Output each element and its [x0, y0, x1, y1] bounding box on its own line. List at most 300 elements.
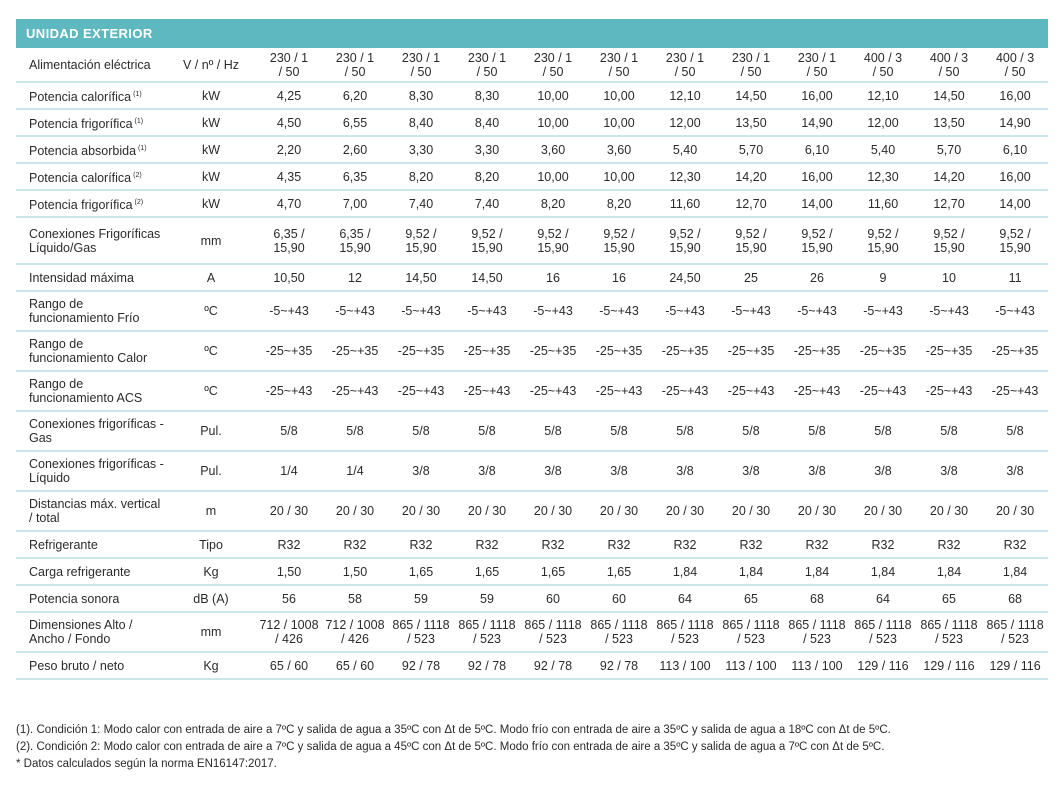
table-cell: 10,00 [520, 109, 586, 136]
table-cell: 400 / 3 / 50 [916, 48, 982, 82]
table-row [16, 48, 1048, 82]
table-cell: 8,20 [388, 163, 454, 190]
row-label [16, 612, 166, 652]
table-cell: R32 [388, 531, 454, 558]
row-unit: kW [166, 136, 256, 163]
table-cell: 5,70 [718, 136, 784, 163]
row-label-text: Potencia calorífica [29, 170, 132, 185]
table-cell: 1,65 [520, 558, 586, 585]
row-label [16, 491, 166, 531]
table-cell: 230 / 1 / 50 [322, 48, 388, 82]
table-row [16, 411, 1048, 451]
row-label-text: Potencia sonora [29, 591, 120, 606]
table-row [16, 558, 1048, 585]
table-cell: 20 / 30 [322, 491, 388, 531]
row-unit: m [166, 491, 256, 531]
row-label-text: Alimentación eléctrica [29, 57, 151, 72]
table-cell: 3,60 [520, 136, 586, 163]
table-cell: 20 / 30 [784, 491, 850, 531]
table-cell: 230 / 1 / 50 [454, 48, 520, 82]
table-cell: 6,35 / 15,90 [256, 217, 322, 264]
table-cell: 1,65 [454, 558, 520, 585]
table-cell: 1,84 [652, 558, 718, 585]
table-cell: 3/8 [982, 451, 1048, 491]
row-label [16, 190, 166, 217]
table-row [16, 451, 1048, 491]
table-cell: 14,00 [982, 190, 1048, 217]
row-label [16, 109, 166, 136]
table-row [16, 585, 1048, 612]
table-cell: 5/8 [916, 411, 982, 451]
row-label [16, 331, 166, 371]
table-row [16, 531, 1048, 558]
table-cell: 20 / 30 [256, 491, 322, 531]
table-cell: R32 [322, 531, 388, 558]
table-cell: 14,00 [784, 190, 850, 217]
row-label [16, 411, 166, 451]
row-label-text: Refrigerante [29, 537, 98, 552]
table-cell: 9 [850, 264, 916, 291]
table-cell: 4,70 [256, 190, 322, 217]
table-cell: 712 / 1008 / 426 [322, 612, 388, 652]
row-unit: kW [166, 109, 256, 136]
table-body [16, 48, 1048, 679]
row-unit: V / nº / Hz [166, 48, 256, 82]
table-cell: 1,65 [388, 558, 454, 585]
table-cell: 9,52 / 15,90 [454, 217, 520, 264]
table-row [16, 371, 1048, 411]
row-label [16, 451, 166, 491]
table-cell: -25~+43 [718, 371, 784, 411]
row-label-text: Potencia calorífica [29, 89, 132, 104]
table-cell: -25~+43 [652, 371, 718, 411]
row-label [16, 652, 166, 679]
table-cell: 230 / 1 / 50 [718, 48, 784, 82]
table-cell: 230 / 1 / 50 [652, 48, 718, 82]
row-label [16, 163, 166, 190]
row-label [16, 82, 166, 109]
table-cell: -25~+35 [322, 331, 388, 371]
table-cell: 64 [850, 585, 916, 612]
table-cell: 9,52 / 15,90 [652, 217, 718, 264]
table-cell: 12,30 [850, 163, 916, 190]
table-cell: 20 / 30 [586, 491, 652, 531]
table-cell: 7,40 [388, 190, 454, 217]
table-cell: 12,00 [850, 109, 916, 136]
table-cell: -25~+35 [586, 331, 652, 371]
table-cell: 1/4 [322, 451, 388, 491]
table-cell: 24,50 [652, 264, 718, 291]
table-cell: 10 [916, 264, 982, 291]
table-cell: -5~+43 [322, 291, 388, 331]
table-cell: 10,50 [256, 264, 322, 291]
table-cell: 5/8 [586, 411, 652, 451]
table-cell: 4,35 [256, 163, 322, 190]
table-header-row [16, 19, 1048, 48]
table-cell: 6,35 / 15,90 [322, 217, 388, 264]
table-cell: 68 [982, 585, 1048, 612]
row-unit: Pul. [166, 411, 256, 451]
table-cell: 865 / 1118 / 523 [718, 612, 784, 652]
table-cell: 58 [322, 585, 388, 612]
table-cell: 14,20 [718, 163, 784, 190]
row-unit: mm [166, 217, 256, 264]
row-label [16, 371, 166, 411]
table-cell: 1,50 [322, 558, 388, 585]
row-label-text: Peso bruto / neto [29, 658, 125, 673]
table-cell: R32 [850, 531, 916, 558]
table-cell: 65 / 60 [322, 652, 388, 679]
table-cell: 56 [256, 585, 322, 612]
table-cell: 865 / 1118 / 523 [586, 612, 652, 652]
table-cell: 20 / 30 [454, 491, 520, 531]
table-cell: 129 / 116 [916, 652, 982, 679]
table-cell: 9,52 / 15,90 [718, 217, 784, 264]
table-cell: 92 / 78 [454, 652, 520, 679]
table-cell: R32 [520, 531, 586, 558]
table-cell: 113 / 100 [784, 652, 850, 679]
table-cell: -5~+43 [520, 291, 586, 331]
table-cell: 16,00 [784, 82, 850, 109]
table-cell: 8,20 [454, 163, 520, 190]
table-cell: -25~+35 [388, 331, 454, 371]
table-cell: -5~+43 [454, 291, 520, 331]
table-cell: 3,30 [388, 136, 454, 163]
table-cell: -25~+43 [520, 371, 586, 411]
table-cell: 5/8 [388, 411, 454, 451]
table-cell: 5/8 [718, 411, 784, 451]
table-row [16, 163, 1048, 190]
row-label [16, 585, 166, 612]
row-unit: mm [166, 612, 256, 652]
row-label [16, 291, 166, 331]
table-cell: 1,84 [916, 558, 982, 585]
row-label-text: Conexiones Frigoríficas Líquido/Gas [29, 226, 161, 255]
row-label-text: Conexiones frigoríficas - Gas [29, 417, 164, 445]
table-cell: R32 [982, 531, 1048, 558]
table-cell: -25~+43 [454, 371, 520, 411]
table-cell: 230 / 1 / 50 [256, 48, 322, 82]
table-cell: 9,52 / 15,90 [850, 217, 916, 264]
table-cell: 230 / 1 / 50 [586, 48, 652, 82]
table-cell: 14,50 [454, 264, 520, 291]
row-label-text: Carga refrigerante [29, 564, 131, 579]
table-cell: 5/8 [850, 411, 916, 451]
footnote-marker: (2) [133, 171, 142, 179]
table-row [16, 82, 1048, 109]
footnote-2: (2). Condición 2: Modo calor con entrada de aire a 7ºC y salida de agua a 45ºC con Δt de 5ºC. Modo frío con entrada de aire a 35ºC y salida de agua a 7ºC con Δt de 5ºC. [16, 741, 885, 753]
table-cell: 20 / 30 [916, 491, 982, 531]
table-cell: 8,20 [520, 190, 586, 217]
table-row [16, 217, 1048, 264]
table-cell: 13,50 [718, 109, 784, 136]
table-cell: 65 / 60 [256, 652, 322, 679]
table-cell: 3/8 [388, 451, 454, 491]
table-cell: 865 / 1118 / 523 [784, 612, 850, 652]
row-label [16, 136, 166, 163]
table-cell: 6,55 [322, 109, 388, 136]
table-cell: 9,52 / 15,90 [388, 217, 454, 264]
table-cell: -25~+35 [256, 331, 322, 371]
table-cell: 60 [520, 585, 586, 612]
row-unit: Pul. [166, 451, 256, 491]
table-cell: 1,84 [718, 558, 784, 585]
table-cell: 59 [454, 585, 520, 612]
table-cell: 12,10 [850, 82, 916, 109]
table-cell: 59 [388, 585, 454, 612]
table-cell: 16 [586, 264, 652, 291]
table-cell: 26 [784, 264, 850, 291]
table-cell: 16,00 [982, 82, 1048, 109]
row-label-text: Conexiones frigoríficas - Líquido [29, 457, 164, 485]
table-cell: -25~+43 [850, 371, 916, 411]
row-unit: kW [166, 190, 256, 217]
table-cell: 5/8 [784, 411, 850, 451]
table-cell: -25~+43 [322, 371, 388, 411]
table-cell: 3/8 [718, 451, 784, 491]
table-cell: 1,84 [784, 558, 850, 585]
table-cell: 9,52 / 15,90 [520, 217, 586, 264]
row-label [16, 264, 166, 291]
table-cell: -25~+43 [982, 371, 1048, 411]
row-unit: kW [166, 163, 256, 190]
footnote-marker: (1) [134, 117, 144, 125]
table-cell: 400 / 3 / 50 [982, 48, 1048, 82]
table-cell: 6,20 [322, 82, 388, 109]
table-cell: 65 [718, 585, 784, 612]
table-cell: 20 / 30 [652, 491, 718, 531]
footnote-3: * Datos calculados según la norma EN16147:2017. [16, 758, 277, 770]
row-label-text: Potencia frigorífica [29, 197, 133, 212]
table-cell: 92 / 78 [586, 652, 652, 679]
table-cell: 16 [520, 264, 586, 291]
table-cell: 6,35 [322, 163, 388, 190]
table-cell: -5~+43 [784, 291, 850, 331]
table-cell: 8,40 [388, 109, 454, 136]
table-cell: R32 [256, 531, 322, 558]
table-cell: 25 [718, 264, 784, 291]
table-cell: 20 / 30 [982, 491, 1048, 531]
row-unit: kW [166, 82, 256, 109]
table-cell: 16,00 [982, 163, 1048, 190]
table-cell: 11 [982, 264, 1048, 291]
table-cell: 20 / 30 [388, 491, 454, 531]
row-label-text: Rango de funcionamiento Frío [29, 297, 140, 325]
table-cell: -5~+43 [652, 291, 718, 331]
table-cell: 12,10 [652, 82, 718, 109]
table-cell: 11,60 [850, 190, 916, 217]
table-cell: 12,00 [652, 109, 718, 136]
table-cell: -25~+35 [850, 331, 916, 371]
table-cell: 1,84 [850, 558, 916, 585]
table-cell: -5~+43 [718, 291, 784, 331]
table-cell: 865 / 1118 / 523 [850, 612, 916, 652]
table-cell: 13,50 [916, 109, 982, 136]
table-cell: -25~+43 [586, 371, 652, 411]
table-cell: 14,20 [916, 163, 982, 190]
table-cell: -5~+43 [982, 291, 1048, 331]
table-cell: 5/8 [256, 411, 322, 451]
table-cell: 9,52 / 15,90 [982, 217, 1048, 264]
table-cell: -5~+43 [916, 291, 982, 331]
table-cell: 230 / 1 / 50 [784, 48, 850, 82]
table-cell: 14,50 [388, 264, 454, 291]
table-cell: 3/8 [652, 451, 718, 491]
table-cell: 16,00 [784, 163, 850, 190]
table-cell: 8,40 [454, 109, 520, 136]
row-label [16, 48, 166, 82]
table-cell: 20 / 30 [850, 491, 916, 531]
table-row [16, 264, 1048, 291]
row-unit: A [166, 264, 256, 291]
table-cell: 1/4 [256, 451, 322, 491]
table-cell: -25~+35 [982, 331, 1048, 371]
table-cell: 10,00 [586, 109, 652, 136]
table-cell: 14,90 [982, 109, 1048, 136]
table-cell: 865 / 1118 / 523 [916, 612, 982, 652]
table-row [16, 491, 1048, 531]
table-cell: -5~+43 [256, 291, 322, 331]
table-cell: -25~+35 [454, 331, 520, 371]
table-row [16, 331, 1048, 371]
table-cell: 64 [652, 585, 718, 612]
table-cell: 9,52 / 15,90 [916, 217, 982, 264]
footnote-marker: (1) [133, 90, 142, 98]
table-cell: 92 / 78 [388, 652, 454, 679]
table-cell: 65 [916, 585, 982, 612]
table-cell: 10,00 [520, 82, 586, 109]
row-label-text: Distancias máx. vertical / total [29, 497, 161, 525]
table-cell: 8,30 [388, 82, 454, 109]
row-label-text: Dimensiones Alto / Ancho / Fondo [29, 618, 133, 646]
table-cell: 7,40 [454, 190, 520, 217]
table-cell: 3/8 [850, 451, 916, 491]
spec-table [16, 19, 1048, 680]
table-cell: 3,60 [586, 136, 652, 163]
table-cell: 5/8 [520, 411, 586, 451]
table-cell: 14,90 [784, 109, 850, 136]
table-cell: 12,30 [652, 163, 718, 190]
table-cell: 14,50 [916, 82, 982, 109]
table-cell: 5,40 [850, 136, 916, 163]
row-label-text: Potencia frigorífica [29, 116, 133, 131]
table-cell: 5/8 [982, 411, 1048, 451]
table-title: UNIDAD EXTERIOR [16, 19, 1048, 48]
table-cell: R32 [718, 531, 784, 558]
row-unit: Tipo [166, 531, 256, 558]
table-cell: 5,40 [652, 136, 718, 163]
table-cell: 9,52 / 15,90 [586, 217, 652, 264]
table-cell: 400 / 3 / 50 [850, 48, 916, 82]
row-label-text: Potencia absorbida [29, 143, 137, 158]
table-cell: 2,60 [322, 136, 388, 163]
row-unit: ºC [166, 291, 256, 331]
table-cell: 1,50 [256, 558, 322, 585]
table-row [16, 291, 1048, 331]
table-cell: 4,50 [256, 109, 322, 136]
row-label [16, 217, 166, 264]
table-cell: -25~+35 [718, 331, 784, 371]
table-cell: 865 / 1118 / 523 [982, 612, 1048, 652]
table-cell: 12,70 [718, 190, 784, 217]
table-cell: -25~+43 [256, 371, 322, 411]
table-cell: R32 [784, 531, 850, 558]
table-cell: 3/8 [586, 451, 652, 491]
table-cell: 3,30 [454, 136, 520, 163]
table-cell: 3/8 [916, 451, 982, 491]
table-cell: 3/8 [454, 451, 520, 491]
table-cell: 113 / 100 [652, 652, 718, 679]
row-label-text: Rango de funcionamiento Calor [29, 337, 148, 365]
table-cell: 113 / 100 [718, 652, 784, 679]
table-cell: -25~+35 [784, 331, 850, 371]
row-unit: Kg [166, 652, 256, 679]
table-cell: 68 [784, 585, 850, 612]
table-cell: 712 / 1008 / 426 [256, 612, 322, 652]
table-cell: R32 [454, 531, 520, 558]
table-cell: 6,10 [784, 136, 850, 163]
row-label [16, 558, 166, 585]
footnotes [16, 722, 1048, 773]
table-cell: 1,65 [586, 558, 652, 585]
table-cell: 20 / 30 [520, 491, 586, 531]
table-cell: 60 [586, 585, 652, 612]
table-cell: 5/8 [652, 411, 718, 451]
row-label [16, 531, 166, 558]
table-cell: 5/8 [322, 411, 388, 451]
table-cell: 3/8 [784, 451, 850, 491]
table-row [16, 190, 1048, 217]
footnote-marker: (1) [138, 144, 147, 152]
row-unit: ºC [166, 371, 256, 411]
table-cell: -25~+43 [916, 371, 982, 411]
table-cell: 4,25 [256, 82, 322, 109]
table-row [16, 612, 1048, 652]
row-label-text: Rango de funcionamiento ACS [29, 377, 143, 405]
table-row [16, 109, 1048, 136]
table-cell: 3/8 [520, 451, 586, 491]
row-label-text: Intensidad máxima [29, 270, 134, 285]
table-cell: 5/8 [454, 411, 520, 451]
table-row [16, 136, 1048, 163]
table-row [16, 652, 1048, 679]
footnote-1: (1). Condición 1: Modo calor con entrada de aire a 7ºC y salida de agua a 35ºC con Δt de 5ºC. Modo frío con entrada de aire a 35ºC y salida de agua a 18ºC con Δt de 5ºC. [16, 724, 891, 736]
table-cell: R32 [586, 531, 652, 558]
table-cell: R32 [916, 531, 982, 558]
row-unit: Kg [166, 558, 256, 585]
table-cell: 865 / 1118 / 523 [652, 612, 718, 652]
table-cell: -25~+35 [652, 331, 718, 371]
row-unit: ºC [166, 331, 256, 371]
table-cell: 10,00 [520, 163, 586, 190]
table-cell: 7,00 [322, 190, 388, 217]
table-cell: R32 [652, 531, 718, 558]
table-cell: 230 / 1 / 50 [388, 48, 454, 82]
table-cell: 14,50 [718, 82, 784, 109]
table-cell: 12 [322, 264, 388, 291]
table-cell: -25~+35 [916, 331, 982, 371]
table-cell: -5~+43 [850, 291, 916, 331]
table-cell: 1,84 [982, 558, 1048, 585]
table-cell: 92 / 78 [520, 652, 586, 679]
table-cell: -25~+43 [388, 371, 454, 411]
table-cell: 8,20 [586, 190, 652, 217]
table-cell: 2,20 [256, 136, 322, 163]
table-cell: 20 / 30 [718, 491, 784, 531]
table-cell: 11,60 [652, 190, 718, 217]
table-cell: 230 / 1 / 50 [520, 48, 586, 82]
row-unit: dB (A) [166, 585, 256, 612]
